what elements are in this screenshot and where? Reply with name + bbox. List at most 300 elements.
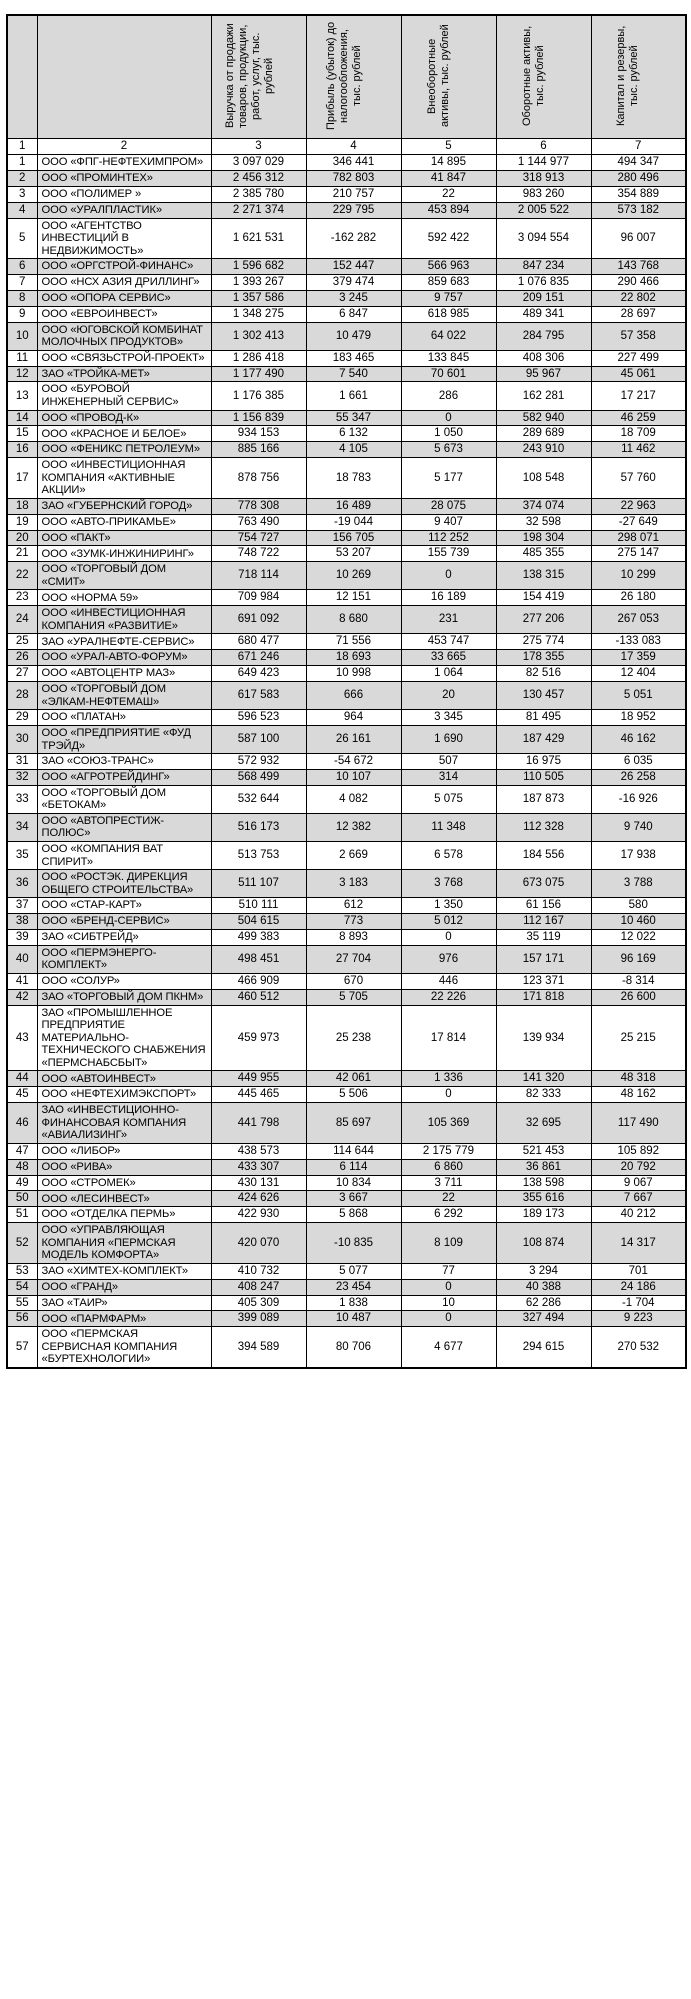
revenue-value: 1 621 531	[211, 218, 306, 259]
row-index: 23	[7, 590, 37, 606]
noncurrent-assets-value: 6 292	[401, 1207, 496, 1223]
company-name: ООО «БУРОВОЙ ИНЖЕНЕРНЫЙ СЕРВИС»	[37, 382, 211, 410]
table-row	[7, 290, 686, 306]
profit-value: 42 061	[306, 1071, 401, 1087]
table-row	[7, 682, 686, 710]
row-index: 35	[7, 842, 37, 870]
current-assets-value: 289 689	[496, 426, 591, 442]
row-index: 47	[7, 1143, 37, 1159]
current-assets-value: 36 861	[496, 1159, 591, 1175]
revenue-value: 1 176 385	[211, 382, 306, 410]
row-index: 11	[7, 350, 37, 366]
company-name: ООО «АВТОЦЕНТР МАЗ»	[37, 666, 211, 682]
table-row	[7, 546, 686, 562]
profit-value: 16 489	[306, 498, 401, 514]
noncurrent-assets-value: 70 601	[401, 366, 496, 382]
current-assets-value: 355 616	[496, 1191, 591, 1207]
row-index: 27	[7, 666, 37, 682]
row-index: 17	[7, 458, 37, 499]
capital-reserves-value: 5 051	[591, 682, 686, 710]
revenue-value: 449 955	[211, 1071, 306, 1087]
row-index: 55	[7, 1295, 37, 1311]
revenue-value: 504 615	[211, 914, 306, 930]
noncurrent-assets-value: 20	[401, 682, 496, 710]
table-row	[7, 650, 686, 666]
revenue-value: 433 307	[211, 1159, 306, 1175]
profit-value: 183 465	[306, 350, 401, 366]
current-assets-value: 95 967	[496, 366, 591, 382]
profit-value: 53 207	[306, 546, 401, 562]
row-index: 43	[7, 1005, 37, 1071]
company-name: ООО «СВЯЗЬСТРОЙ-ПРОЕКТ»	[37, 350, 211, 366]
company-name: ООО «УРАЛ-АВТО-ФОРУМ»	[37, 650, 211, 666]
capital-reserves-value: -133 083	[591, 634, 686, 650]
row-index: 36	[7, 870, 37, 898]
current-assets-value: 209 151	[496, 290, 591, 306]
noncurrent-assets-value: 11 348	[401, 813, 496, 841]
current-assets-value: 673 075	[496, 870, 591, 898]
company-name: ООО «ОРГСТРОЙ-ФИНАНС»	[37, 259, 211, 275]
current-assets-value: 3 094 554	[496, 218, 591, 259]
table-row	[7, 1207, 686, 1223]
profit-value: 210 757	[306, 186, 401, 202]
header-cell-revenue	[211, 15, 306, 139]
revenue-value: 459 973	[211, 1005, 306, 1071]
capital-reserves-value: 12 404	[591, 666, 686, 682]
noncurrent-assets-value: 3 768	[401, 870, 496, 898]
capital-reserves-value: 18 952	[591, 710, 686, 726]
noncurrent-assets-value: 22 226	[401, 989, 496, 1005]
row-index: 5	[7, 218, 37, 259]
revenue-value: 405 309	[211, 1295, 306, 1311]
row-index: 22	[7, 562, 37, 590]
revenue-value: 408 247	[211, 1279, 306, 1295]
row-index: 16	[7, 442, 37, 458]
header-cell-capital-reserves	[591, 15, 686, 139]
row-index: 32	[7, 769, 37, 785]
capital-reserves-value: 46 259	[591, 410, 686, 426]
capital-reserves-value: 701	[591, 1263, 686, 1279]
company-name: ЗАО «ТОРГОВЫЙ ДОМ ПКНМ»	[37, 989, 211, 1005]
company-name: ООО «ТОРГОВЫЙ ДОМ «БЕТОКАМ»	[37, 785, 211, 813]
column-number: 4	[306, 139, 401, 155]
profit-value: 3 667	[306, 1191, 401, 1207]
company-name: ООО «ПАРМФАРМ»	[37, 1311, 211, 1327]
profit-value: -162 282	[306, 218, 401, 259]
profit-value: 6 114	[306, 1159, 401, 1175]
profit-value: 55 347	[306, 410, 401, 426]
noncurrent-assets-value: 22	[401, 186, 496, 202]
row-index: 53	[7, 1263, 37, 1279]
table-row	[7, 785, 686, 813]
revenue-value: 763 490	[211, 514, 306, 530]
row-index: 26	[7, 650, 37, 666]
row-index: 41	[7, 973, 37, 989]
current-assets-value: 327 494	[496, 1311, 591, 1327]
table-row	[7, 202, 686, 218]
table-row	[7, 322, 686, 350]
profit-value: 8 680	[306, 606, 401, 634]
capital-reserves-value: 573 182	[591, 202, 686, 218]
company-name: ООО «КОМПАНИЯ ВАТ СПИРИТ»	[37, 842, 211, 870]
table-row	[7, 562, 686, 590]
noncurrent-assets-value: 446	[401, 973, 496, 989]
revenue-value: 1 177 490	[211, 366, 306, 382]
current-assets-value: 1 144 977	[496, 155, 591, 171]
row-index: 8	[7, 290, 37, 306]
revenue-value: 511 107	[211, 870, 306, 898]
noncurrent-assets-value: 859 683	[401, 275, 496, 291]
capital-reserves-value: 22 963	[591, 498, 686, 514]
noncurrent-assets-value: 566 963	[401, 259, 496, 275]
company-name: ООО «ИНВЕСТИЦИОННАЯ КОМПАНИЯ «РАЗВИТИЕ»	[37, 606, 211, 634]
company-name: ООО «ТОРГОВЫЙ ДОМ «ЭЛКАМ-НЕФТЕМАШ»	[37, 682, 211, 710]
company-name: ООО «СТРОМЕК»	[37, 1175, 211, 1191]
row-index: 25	[7, 634, 37, 650]
current-assets-value: 294 615	[496, 1327, 591, 1368]
revenue-value: 498 451	[211, 945, 306, 973]
profit-value: 10 487	[306, 1311, 401, 1327]
revenue-value: 445 465	[211, 1087, 306, 1103]
capital-reserves-value: -1 704	[591, 1295, 686, 1311]
profit-value: 229 795	[306, 202, 401, 218]
capital-reserves-value: 17 359	[591, 650, 686, 666]
capital-reserves-value: 46 162	[591, 726, 686, 754]
company-name: ЗАО «ТРОЙКА-МЕТ»	[37, 366, 211, 382]
noncurrent-assets-value: 9 757	[401, 290, 496, 306]
company-name: ООО «ЮГОВСКОЙ КОМБИНАТ МОЛОЧНЫХ ПРОДУКТОВ»	[37, 322, 211, 350]
table-row	[7, 1103, 686, 1144]
current-assets-value: 138 315	[496, 562, 591, 590]
noncurrent-assets-value: 17 814	[401, 1005, 496, 1071]
current-assets-value: 40 388	[496, 1279, 591, 1295]
revenue-value: 709 984	[211, 590, 306, 606]
current-assets-value: 3 294	[496, 1263, 591, 1279]
revenue-value: 424 626	[211, 1191, 306, 1207]
company-name: ООО «АВТОПРЕСТИЖ-ПОЛЮС»	[37, 813, 211, 841]
noncurrent-assets-value: 231	[401, 606, 496, 634]
revenue-value: 499 383	[211, 929, 306, 945]
current-assets-value: 1 076 835	[496, 275, 591, 291]
noncurrent-assets-value: 1 350	[401, 898, 496, 914]
noncurrent-assets-value: 0	[401, 1279, 496, 1295]
table-row	[7, 813, 686, 841]
current-assets-value: 130 457	[496, 682, 591, 710]
revenue-value: 2 385 780	[211, 186, 306, 202]
row-index: 21	[7, 546, 37, 562]
current-assets-value: 184 556	[496, 842, 591, 870]
company-name: ООО «РИВА»	[37, 1159, 211, 1175]
capital-reserves-value: 12 022	[591, 929, 686, 945]
table-row	[7, 666, 686, 682]
table-row	[7, 410, 686, 426]
noncurrent-assets-value: 1 690	[401, 726, 496, 754]
revenue-value: 441 798	[211, 1103, 306, 1144]
financial-rating-table	[6, 14, 687, 1369]
row-index: 28	[7, 682, 37, 710]
current-assets-value: 32 598	[496, 514, 591, 530]
profit-value: 3 183	[306, 870, 401, 898]
capital-reserves-value: 28 697	[591, 306, 686, 322]
profit-value: 670	[306, 973, 401, 989]
capital-reserves-value: 280 496	[591, 170, 686, 186]
noncurrent-assets-value: 41 847	[401, 170, 496, 186]
table-row	[7, 1295, 686, 1311]
table-row	[7, 989, 686, 1005]
noncurrent-assets-value: 5 177	[401, 458, 496, 499]
company-name: ООО «ПРОВОД-К»	[37, 410, 211, 426]
profit-value: 379 474	[306, 275, 401, 291]
company-name: ООО «РОСТЭК. ДИРЕКЦИЯ ОБЩЕГО СТРОИТЕЛЬСТВА»	[37, 870, 211, 898]
current-assets-value: 187 429	[496, 726, 591, 754]
row-index: 40	[7, 945, 37, 973]
capital-reserves-value: 7 667	[591, 1191, 686, 1207]
row-index: 33	[7, 785, 37, 813]
capital-reserves-value: 18 709	[591, 426, 686, 442]
row-index: 10	[7, 322, 37, 350]
profit-value: 152 447	[306, 259, 401, 275]
capital-reserves-value: 270 532	[591, 1327, 686, 1368]
company-name: ООО «ЗУМК-ИНЖИНИРИНГ»	[37, 546, 211, 562]
noncurrent-assets-value: 6 578	[401, 842, 496, 870]
company-name: ООО «АВТОИНВЕСТ»	[37, 1071, 211, 1087]
profit-value: 18 693	[306, 650, 401, 666]
company-name: ООО «ЕВРОИНВЕСТ»	[37, 306, 211, 322]
table-row	[7, 498, 686, 514]
table-row	[7, 306, 686, 322]
revenue-value: 596 523	[211, 710, 306, 726]
table-row	[7, 1175, 686, 1191]
current-assets-value: 198 304	[496, 530, 591, 546]
table-row	[7, 458, 686, 499]
revenue-value: 680 477	[211, 634, 306, 650]
table-row	[7, 929, 686, 945]
row-index: 14	[7, 410, 37, 426]
capital-reserves-value: 580	[591, 898, 686, 914]
profit-value: 1 661	[306, 382, 401, 410]
row-index: 48	[7, 1159, 37, 1175]
noncurrent-assets-value: 9 407	[401, 514, 496, 530]
current-assets-value: 187 873	[496, 785, 591, 813]
noncurrent-assets-value: 64 022	[401, 322, 496, 350]
row-index: 7	[7, 275, 37, 291]
noncurrent-assets-value: 28 075	[401, 498, 496, 514]
revenue-value: 1 156 839	[211, 410, 306, 426]
capital-reserves-value: 3 788	[591, 870, 686, 898]
noncurrent-assets-value: 0	[401, 1087, 496, 1103]
current-assets-value: 521 453	[496, 1143, 591, 1159]
noncurrent-assets-value: 6 860	[401, 1159, 496, 1175]
revenue-value: 3 097 029	[211, 155, 306, 171]
current-assets-value: 157 171	[496, 945, 591, 973]
capital-reserves-value: 26 600	[591, 989, 686, 1005]
capital-reserves-value: 26 180	[591, 590, 686, 606]
current-assets-value: 847 234	[496, 259, 591, 275]
capital-reserves-value: 20 792	[591, 1159, 686, 1175]
current-assets-value: 81 495	[496, 710, 591, 726]
noncurrent-assets-value: 592 422	[401, 218, 496, 259]
header-cell-noncurrent-assets	[401, 15, 496, 139]
noncurrent-assets-value: 4 677	[401, 1327, 496, 1368]
capital-reserves-value: 10 460	[591, 914, 686, 930]
row-index: 38	[7, 914, 37, 930]
company-name: ЗАО «ИНВЕСТИЦИОННО-ФИНАНСОВАЯ КОМПАНИЯ «АВИАЛИЗИНГ»	[37, 1103, 211, 1144]
revenue-value: 410 732	[211, 1263, 306, 1279]
table-row	[7, 945, 686, 973]
revenue-value: 466 909	[211, 973, 306, 989]
profit-value: 71 556	[306, 634, 401, 650]
capital-reserves-value: 117 490	[591, 1103, 686, 1144]
noncurrent-assets-value: 2 175 779	[401, 1143, 496, 1159]
current-assets-value: 139 934	[496, 1005, 591, 1071]
profit-value: 7 540	[306, 366, 401, 382]
table-row	[7, 1327, 686, 1368]
company-name: ООО «БРЕНД-СЕРВИС»	[37, 914, 211, 930]
column-number: 2	[37, 139, 211, 155]
noncurrent-assets-value: 1 064	[401, 666, 496, 682]
capital-reserves-value: 48 318	[591, 1071, 686, 1087]
capital-reserves-value: 17 938	[591, 842, 686, 870]
table-row	[7, 218, 686, 259]
profit-value: 10 834	[306, 1175, 401, 1191]
table-row	[7, 914, 686, 930]
row-index: 13	[7, 382, 37, 410]
company-name: ООО «ИНВЕСТИЦИОННАЯ КОМПАНИЯ «АКТИВНЫЕ АКЦИИ»	[37, 458, 211, 499]
noncurrent-assets-value: 507	[401, 754, 496, 770]
current-assets-value: 408 306	[496, 350, 591, 366]
noncurrent-assets-value: 8 109	[401, 1223, 496, 1264]
company-name: ООО «ФПГ-НЕФТЕХИМПРОМ»	[37, 155, 211, 171]
row-index: 4	[7, 202, 37, 218]
capital-reserves-value: 9 067	[591, 1175, 686, 1191]
company-name: ООО «ОПОРА СЕРВИС»	[37, 290, 211, 306]
company-name: ЗАО «СОЮЗ-ТРАНС»	[37, 754, 211, 770]
table-row	[7, 1223, 686, 1264]
noncurrent-assets-value: 112 252	[401, 530, 496, 546]
row-index: 12	[7, 366, 37, 382]
table-row	[7, 530, 686, 546]
capital-reserves-value: 6 035	[591, 754, 686, 770]
profit-value: 10 107	[306, 769, 401, 785]
capital-reserves-value: 494 347	[591, 155, 686, 171]
revenue-value: 878 756	[211, 458, 306, 499]
profit-value: 23 454	[306, 1279, 401, 1295]
row-index: 52	[7, 1223, 37, 1264]
profit-value: 1 838	[306, 1295, 401, 1311]
noncurrent-assets-value: 77	[401, 1263, 496, 1279]
company-name: ООО «ПЕРМСКАЯ СЕРВИСНАЯ КОМПАНИЯ «БУРТЕХНОЛОГИИ»	[37, 1327, 211, 1368]
table-row	[7, 1159, 686, 1175]
profit-value: 3 245	[306, 290, 401, 306]
header-label-noncurrent-assets: Внеоборотные активы, тыс. рублей	[425, 25, 451, 128]
noncurrent-assets-value: 0	[401, 1311, 496, 1327]
company-name: ООО «ЛИБОР»	[37, 1143, 211, 1159]
table-row	[7, 898, 686, 914]
revenue-value: 394 589	[211, 1327, 306, 1368]
profit-value: 5 705	[306, 989, 401, 1005]
row-index: 24	[7, 606, 37, 634]
noncurrent-assets-value: 314	[401, 769, 496, 785]
noncurrent-assets-value: 453 747	[401, 634, 496, 650]
column-number: 1	[7, 139, 37, 155]
noncurrent-assets-value: 0	[401, 929, 496, 945]
profit-value: 5 077	[306, 1263, 401, 1279]
current-assets-value: 82 516	[496, 666, 591, 682]
revenue-value: 460 512	[211, 989, 306, 1005]
company-name: ООО «НСХ АЗИЯ ДРИЛЛИНГ»	[37, 275, 211, 291]
row-index: 29	[7, 710, 37, 726]
revenue-value: 885 166	[211, 442, 306, 458]
row-index: 46	[7, 1103, 37, 1144]
column-number: 3	[211, 139, 306, 155]
capital-reserves-value: 22 802	[591, 290, 686, 306]
capital-reserves-value: 48 162	[591, 1087, 686, 1103]
current-assets-value: 275 774	[496, 634, 591, 650]
capital-reserves-value: 57 760	[591, 458, 686, 499]
profit-value: 156 705	[306, 530, 401, 546]
company-name: ООО «АГЕНТСТВО ИНВЕСТИЦИЙ В НЕДВИЖИМОСТЬ»	[37, 218, 211, 259]
table-row	[7, 442, 686, 458]
company-name: ООО «ЛЕСИНВЕСТ»	[37, 1191, 211, 1207]
current-assets-value: 189 173	[496, 1207, 591, 1223]
noncurrent-assets-value: 618 985	[401, 306, 496, 322]
revenue-value: 430 131	[211, 1175, 306, 1191]
revenue-value: 718 114	[211, 562, 306, 590]
current-assets-value: 374 074	[496, 498, 591, 514]
current-assets-value: 485 355	[496, 546, 591, 562]
current-assets-value: 112 328	[496, 813, 591, 841]
table-row	[7, 769, 686, 785]
revenue-value: 649 423	[211, 666, 306, 682]
row-index: 3	[7, 186, 37, 202]
profit-value: 612	[306, 898, 401, 914]
table-row	[7, 973, 686, 989]
company-name: ЗАО «ТАИР»	[37, 1295, 211, 1311]
capital-reserves-value: -27 649	[591, 514, 686, 530]
row-index: 18	[7, 498, 37, 514]
row-index: 54	[7, 1279, 37, 1295]
capital-reserves-value: 298 071	[591, 530, 686, 546]
noncurrent-assets-value: 3 345	[401, 710, 496, 726]
row-index: 15	[7, 426, 37, 442]
current-assets-value: 16 975	[496, 754, 591, 770]
noncurrent-assets-value: 105 369	[401, 1103, 496, 1144]
profit-value: 12 151	[306, 590, 401, 606]
company-name: ООО «ФЕНИКС ПЕТРОЛЕУМ»	[37, 442, 211, 458]
revenue-value: 587 100	[211, 726, 306, 754]
profit-value: 10 998	[306, 666, 401, 682]
revenue-value: 754 727	[211, 530, 306, 546]
header-label-revenue: Выручка от продажи товаров, продукции, работ, услуг, тыс. рублей	[223, 24, 275, 129]
current-assets-value: 162 281	[496, 382, 591, 410]
table-row	[7, 170, 686, 186]
profit-value: -19 044	[306, 514, 401, 530]
column-number: 7	[591, 139, 686, 155]
company-name: ООО «ПАКТ»	[37, 530, 211, 546]
noncurrent-assets-value: 155 739	[401, 546, 496, 562]
header-cell-current-assets	[496, 15, 591, 139]
noncurrent-assets-value: 453 894	[401, 202, 496, 218]
capital-reserves-value: 275 147	[591, 546, 686, 562]
row-index: 19	[7, 514, 37, 530]
row-index: 51	[7, 1207, 37, 1223]
capital-reserves-value: -16 926	[591, 785, 686, 813]
profit-value: 12 382	[306, 813, 401, 841]
profit-value: 8 893	[306, 929, 401, 945]
company-name: ООО «НЕФТЕХИМЭКСПОРТ»	[37, 1087, 211, 1103]
revenue-value: 748 722	[211, 546, 306, 562]
company-name: ЗАО «СИБТРЕЙД»	[37, 929, 211, 945]
